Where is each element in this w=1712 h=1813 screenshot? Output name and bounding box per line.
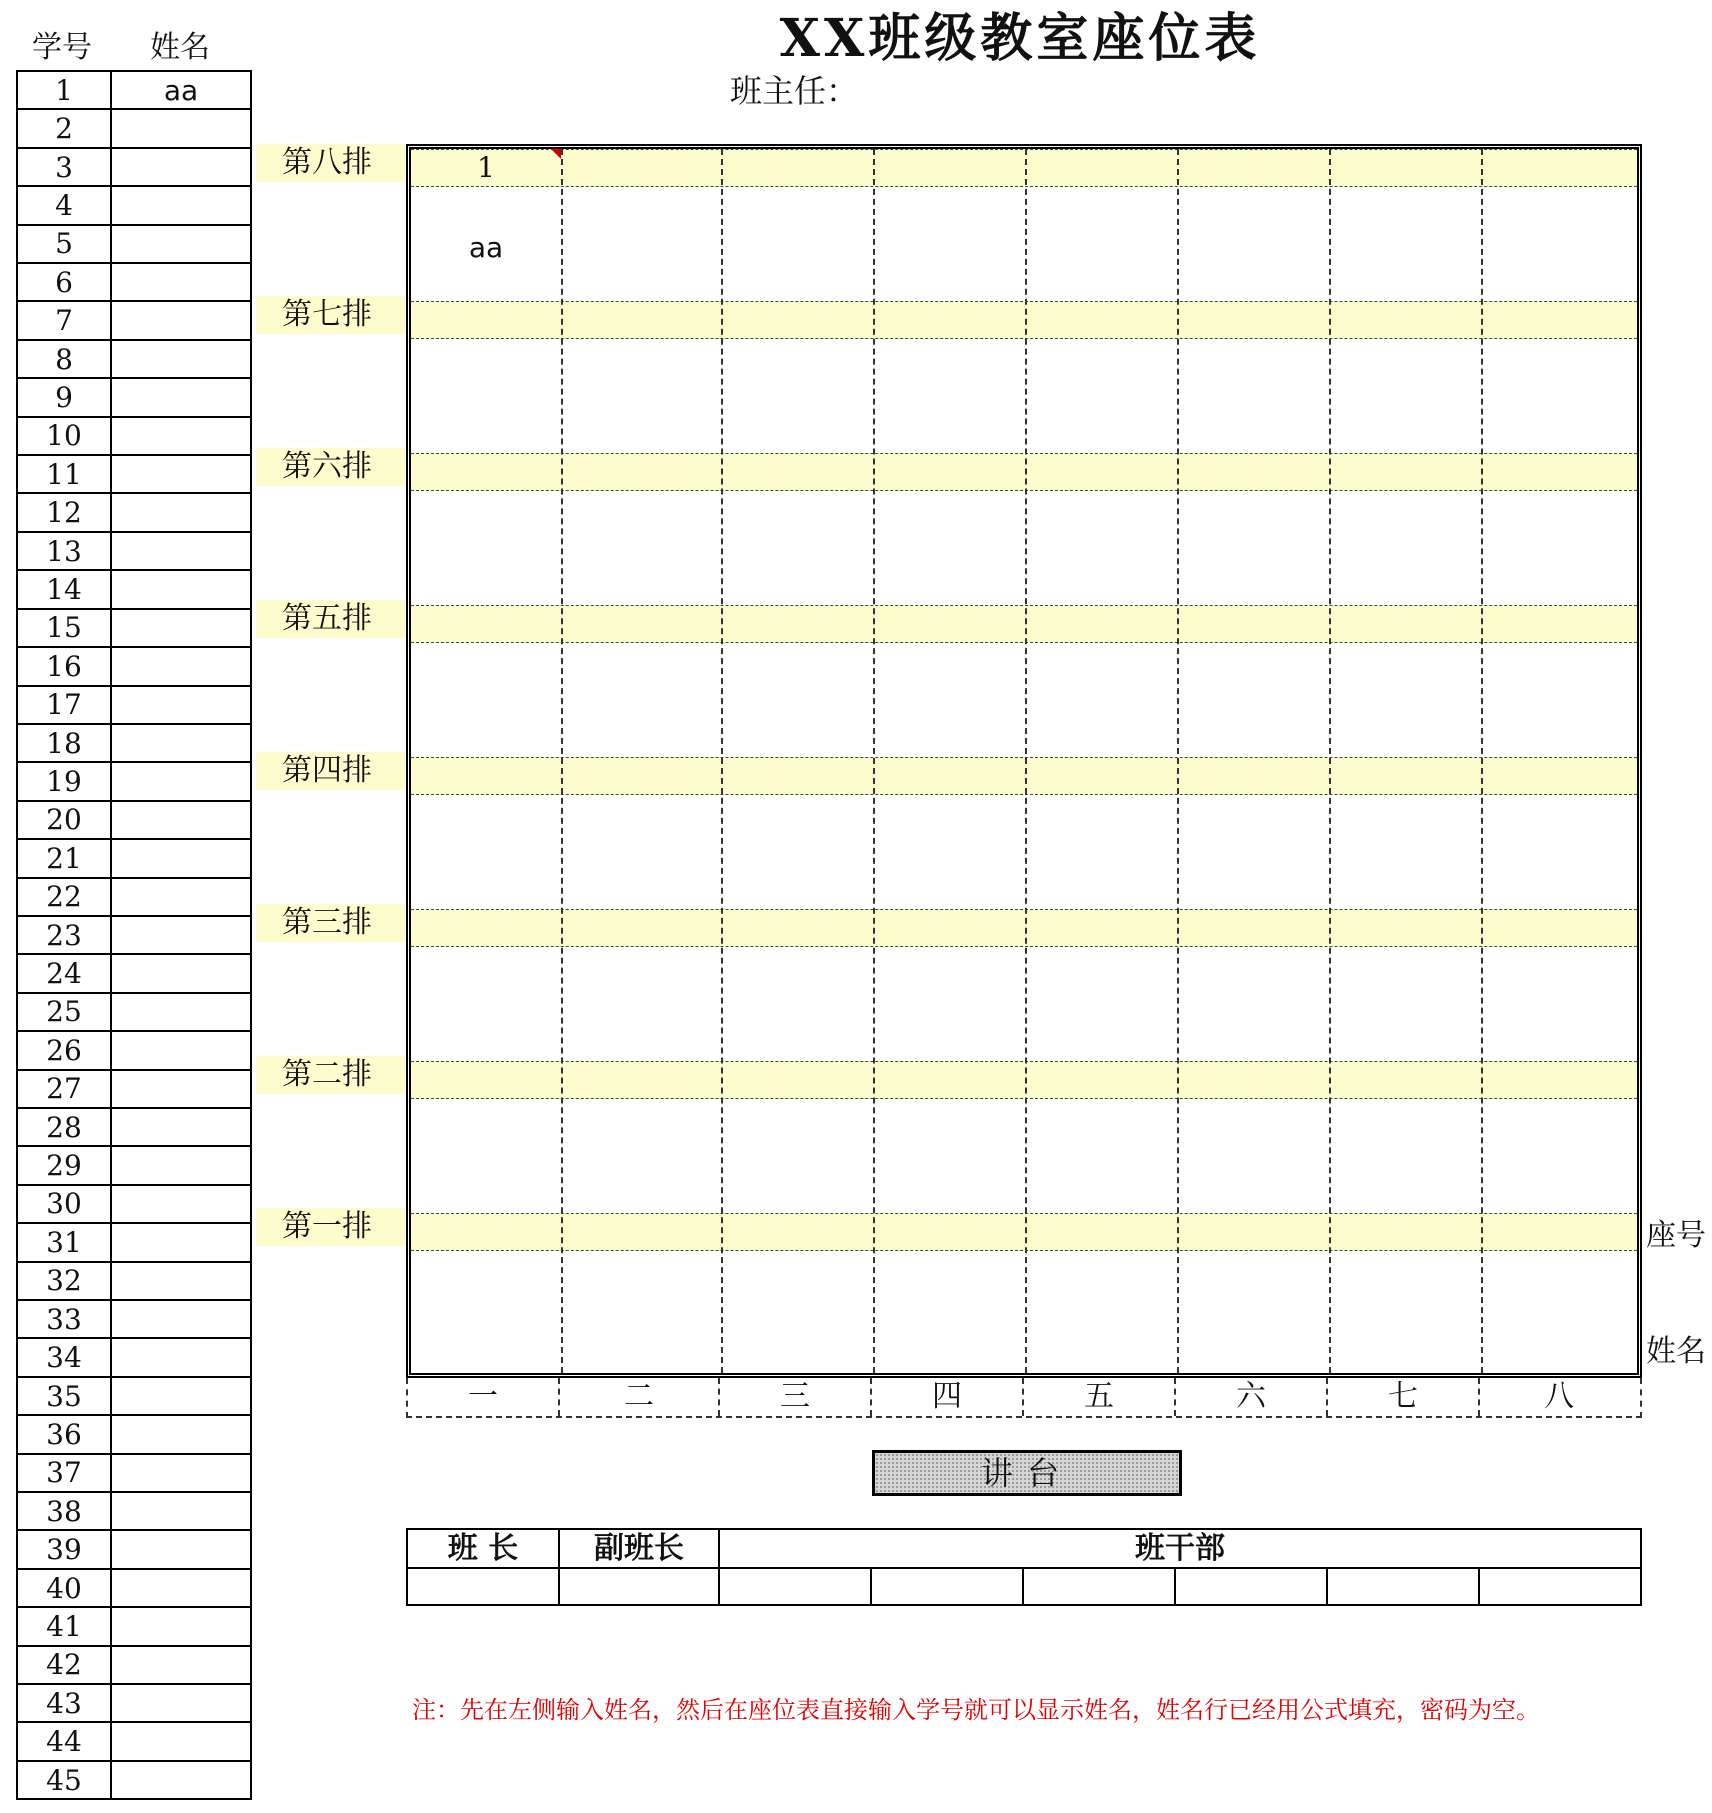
student-name-cell[interactable] bbox=[112, 1416, 250, 1452]
column-divider bbox=[561, 149, 563, 1373]
roster-row[interactable] bbox=[18, 1685, 250, 1723]
student-name-cell[interactable] bbox=[112, 1186, 250, 1222]
roster-header bbox=[16, 26, 252, 70]
roster-row[interactable] bbox=[18, 1071, 250, 1109]
student-id-cell: 14 bbox=[18, 571, 112, 607]
page-title: XX班级教室座位表 bbox=[779, 8, 1261, 69]
student-name-cell[interactable] bbox=[112, 994, 250, 1030]
roster-row[interactable] bbox=[18, 763, 250, 801]
student-id-cell: 41 bbox=[18, 1608, 112, 1644]
roster-row[interactable] bbox=[18, 1608, 250, 1646]
student-id-cell: 3 bbox=[18, 149, 112, 185]
row-label-7: 第七排 bbox=[256, 296, 406, 334]
column-label-8: 八 bbox=[1544, 1379, 1574, 1414]
column-label-2: 二 bbox=[624, 1379, 654, 1414]
roster-table bbox=[16, 70, 252, 1800]
cadre-divider bbox=[558, 1530, 560, 1604]
student-name-cell[interactable] bbox=[112, 1647, 250, 1683]
row-label-1: 第一排 bbox=[256, 1208, 406, 1246]
student-id-cell: 4 bbox=[18, 187, 112, 223]
roster-row[interactable] bbox=[18, 610, 250, 648]
student-id-cell: 44 bbox=[18, 1723, 112, 1759]
student-name-cell[interactable] bbox=[112, 1455, 250, 1491]
student-id-cell: 19 bbox=[18, 763, 112, 799]
student-name-cell[interactable] bbox=[112, 879, 250, 915]
roster-row[interactable] bbox=[18, 379, 250, 417]
column-divider bbox=[873, 149, 875, 1373]
cadre-divider bbox=[870, 1567, 872, 1604]
student-id-cell: 38 bbox=[18, 1493, 112, 1529]
student-name-cell[interactable] bbox=[112, 571, 250, 607]
roster-row[interactable] bbox=[18, 571, 250, 609]
roster-row[interactable] bbox=[18, 994, 250, 1032]
roster-row[interactable] bbox=[18, 110, 250, 148]
student-id-cell: 39 bbox=[18, 1531, 112, 1567]
roster-row[interactable] bbox=[18, 456, 250, 494]
student-name-cell[interactable] bbox=[112, 302, 250, 338]
teacher-label[interactable]: 班主任： bbox=[730, 72, 859, 110]
student-name-cell[interactable] bbox=[112, 341, 250, 377]
column-label-7: 七 bbox=[1388, 1379, 1418, 1414]
seat-number-row[interactable] bbox=[411, 1061, 1637, 1099]
roster-row[interactable] bbox=[18, 341, 250, 379]
cadre-divider bbox=[408, 1567, 1640, 1569]
student-name-cell[interactable] bbox=[112, 264, 250, 300]
student-name-cell[interactable] bbox=[112, 802, 250, 838]
student-id-cell: 20 bbox=[18, 802, 112, 838]
cadre-vice-header: 副班长 bbox=[594, 1531, 684, 1566]
student-name-cell[interactable] bbox=[112, 379, 250, 415]
student-id-cell: 23 bbox=[18, 917, 112, 953]
student-id-cell: 33 bbox=[18, 1301, 112, 1337]
cadre-divider bbox=[1326, 1567, 1328, 1604]
seat-number-row[interactable] bbox=[411, 453, 1637, 491]
student-id-cell: 18 bbox=[18, 725, 112, 761]
student-name-cell[interactable] bbox=[112, 917, 250, 953]
student-id-cell: 10 bbox=[18, 418, 112, 454]
roster-row[interactable] bbox=[18, 1570, 250, 1608]
student-name-cell[interactable] bbox=[112, 687, 250, 723]
cadre-divider bbox=[1022, 1567, 1024, 1604]
student-name-cell[interactable] bbox=[112, 456, 250, 492]
roster-row[interactable] bbox=[18, 1723, 250, 1761]
roster-row[interactable] bbox=[18, 1378, 250, 1416]
student-id-cell: 29 bbox=[18, 1147, 112, 1183]
student-name-cell[interactable] bbox=[112, 1378, 250, 1414]
student-name-cell[interactable]: aa bbox=[163, 73, 199, 107]
column-label-4: 四 bbox=[932, 1379, 962, 1414]
roster-row[interactable] bbox=[18, 1416, 250, 1454]
student-name-cell[interactable] bbox=[112, 610, 250, 646]
student-name-cell[interactable] bbox=[112, 1608, 250, 1644]
seat-number-row[interactable] bbox=[411, 909, 1637, 947]
column-divider bbox=[1177, 149, 1179, 1373]
student-id-cell: 12 bbox=[18, 494, 112, 530]
student-id-cell: 9 bbox=[18, 379, 112, 415]
column-label-6: 六 bbox=[1236, 1379, 1266, 1414]
seating-grid[interactable] bbox=[406, 144, 1642, 1378]
student-name-cell[interactable] bbox=[112, 418, 250, 454]
student-id-cell: 15 bbox=[18, 610, 112, 646]
roster-row[interactable] bbox=[18, 648, 250, 686]
student-name-cell[interactable] bbox=[112, 1071, 250, 1107]
student-id-cell: 22 bbox=[18, 879, 112, 915]
roster-row[interactable] bbox=[18, 1647, 250, 1685]
cadre-monitor-header: 班 长 bbox=[447, 1531, 519, 1566]
student-name-cell[interactable] bbox=[112, 1723, 250, 1759]
student-name-cell[interactable] bbox=[112, 763, 250, 799]
seat-name-cell: aa bbox=[468, 231, 504, 264]
student-id-cell: 27 bbox=[18, 1071, 112, 1107]
column-divider bbox=[721, 149, 723, 1373]
roster-row[interactable] bbox=[18, 149, 250, 187]
roster-row[interactable] bbox=[18, 1224, 250, 1262]
cadre-table bbox=[406, 1528, 1642, 1606]
student-id-cell: 26 bbox=[18, 1032, 112, 1068]
student-name-cell[interactable] bbox=[112, 226, 250, 262]
student-id-cell: 17 bbox=[18, 687, 112, 723]
roster-row[interactable] bbox=[18, 1186, 250, 1224]
roster-row[interactable] bbox=[18, 264, 250, 302]
student-name-cell[interactable] bbox=[112, 110, 250, 146]
student-name-cell[interactable] bbox=[112, 1685, 250, 1721]
student-name-cell[interactable] bbox=[112, 1109, 250, 1145]
column-labels bbox=[406, 1378, 1642, 1418]
student-id-cell: 35 bbox=[18, 1378, 112, 1414]
student-id-cell: 2 bbox=[18, 110, 112, 146]
student-id-cell: 25 bbox=[18, 994, 112, 1030]
seat-number-row[interactable] bbox=[411, 1213, 1637, 1251]
roster-row[interactable] bbox=[18, 1762, 250, 1798]
student-name-cell[interactable] bbox=[112, 494, 250, 530]
student-id-cell: 31 bbox=[18, 1224, 112, 1260]
student-name-cell[interactable] bbox=[112, 1339, 250, 1375]
student-name-cell[interactable] bbox=[112, 1263, 250, 1299]
student-id-cell: 13 bbox=[18, 533, 112, 569]
student-id-cell: 28 bbox=[18, 1109, 112, 1145]
column-divider bbox=[1481, 149, 1483, 1373]
seat-number-row[interactable] bbox=[411, 149, 1637, 187]
seat-number-cell[interactable]: 1 bbox=[477, 151, 495, 184]
cadre-divider bbox=[1478, 1567, 1480, 1604]
roster-row[interactable] bbox=[18, 879, 250, 917]
roster-row[interactable] bbox=[18, 1339, 250, 1377]
column-label-1: 一 bbox=[468, 1379, 498, 1414]
student-name-cell[interactable] bbox=[112, 1032, 250, 1068]
column-divider bbox=[1329, 149, 1331, 1373]
row-label-4: 第四排 bbox=[256, 752, 406, 790]
roster-row[interactable] bbox=[18, 418, 250, 456]
roster-row[interactable] bbox=[18, 72, 250, 110]
roster-row[interactable] bbox=[18, 725, 250, 763]
student-id-cell: 30 bbox=[18, 1186, 112, 1222]
student-name-cell[interactable] bbox=[112, 149, 250, 185]
row-label-2: 第二排 bbox=[256, 1056, 406, 1094]
cadre-divider bbox=[718, 1530, 720, 1604]
student-id-cell: 37 bbox=[18, 1455, 112, 1491]
student-id-cell: 45 bbox=[18, 1762, 112, 1798]
student-name-cell[interactable] bbox=[112, 955, 250, 991]
row-label-3: 第三排 bbox=[256, 904, 406, 942]
roster-row[interactable] bbox=[18, 1455, 250, 1493]
student-id-cell: 5 bbox=[18, 226, 112, 262]
roster-row[interactable] bbox=[18, 840, 250, 878]
roster-header-name: 姓名 bbox=[150, 30, 210, 65]
roster-row[interactable] bbox=[18, 494, 250, 532]
student-name-cell[interactable] bbox=[112, 1493, 250, 1529]
student-id-cell: 1 bbox=[18, 72, 112, 108]
roster-row[interactable] bbox=[18, 917, 250, 955]
roster-row[interactable] bbox=[18, 687, 250, 725]
roster-row[interactable] bbox=[18, 533, 250, 571]
side-label-seat-no: 座号 bbox=[1646, 1218, 1706, 1253]
student-id-cell: 34 bbox=[18, 1339, 112, 1375]
student-id-cell: 24 bbox=[18, 955, 112, 991]
side-label-name: 姓名 bbox=[1646, 1334, 1706, 1369]
roster-row[interactable] bbox=[18, 226, 250, 264]
student-name-cell[interactable] bbox=[112, 1570, 250, 1606]
row-label-5: 第五排 bbox=[256, 600, 406, 638]
roster-row[interactable] bbox=[18, 1531, 250, 1569]
cadre-committee-header: 班干部 bbox=[1135, 1531, 1225, 1566]
student-id-cell: 32 bbox=[18, 1263, 112, 1299]
student-name-cell[interactable] bbox=[112, 1762, 250, 1798]
column-label-3: 三 bbox=[780, 1379, 810, 1414]
student-id-cell: 7 bbox=[18, 302, 112, 338]
student-id-cell: 11 bbox=[18, 456, 112, 492]
roster-row[interactable] bbox=[18, 1263, 250, 1301]
student-name-cell[interactable] bbox=[112, 1301, 250, 1337]
student-name-cell[interactable] bbox=[112, 648, 250, 684]
comment-indicator bbox=[551, 149, 561, 159]
roster-row[interactable] bbox=[18, 1301, 250, 1339]
roster-row[interactable] bbox=[18, 187, 250, 225]
roster-header-id: 学号 bbox=[32, 30, 92, 65]
student-id-cell: 6 bbox=[18, 264, 112, 300]
student-name-cell[interactable] bbox=[112, 1531, 250, 1567]
row-label-6: 第六排 bbox=[256, 448, 406, 486]
roster-row[interactable] bbox=[18, 1493, 250, 1531]
student-id-cell: 36 bbox=[18, 1416, 112, 1452]
roster-row[interactable] bbox=[18, 802, 250, 840]
student-id-cell: 21 bbox=[18, 840, 112, 876]
student-id-cell: 42 bbox=[18, 1647, 112, 1683]
student-id-cell: 16 bbox=[18, 648, 112, 684]
student-name-cell[interactable] bbox=[112, 840, 250, 876]
student-name-cell[interactable] bbox=[112, 1147, 250, 1183]
roster-row[interactable] bbox=[18, 1032, 250, 1070]
podium: 讲台 bbox=[872, 1450, 1182, 1496]
seat-number-row[interactable] bbox=[411, 605, 1637, 643]
student-name-cell[interactable] bbox=[112, 187, 250, 223]
cadre-divider bbox=[1174, 1567, 1176, 1604]
roster-row[interactable] bbox=[18, 1147, 250, 1185]
instruction-note: 注：先在左侧输入姓名，然后在座位表直接输入学号就可以显示姓名，姓名行已经用公式填充，密码为空。 bbox=[412, 1696, 1540, 1724]
seat-number-row[interactable] bbox=[411, 301, 1637, 339]
roster-row[interactable] bbox=[18, 1109, 250, 1147]
student-id-cell: 8 bbox=[18, 341, 112, 377]
student-id-cell: 43 bbox=[18, 1685, 112, 1721]
seat-number-row[interactable] bbox=[411, 757, 1637, 795]
student-name-cell[interactable] bbox=[112, 725, 250, 761]
roster-row[interactable] bbox=[18, 955, 250, 993]
column-divider bbox=[1025, 149, 1027, 1373]
student-id-cell: 40 bbox=[18, 1570, 112, 1606]
roster-row[interactable] bbox=[18, 302, 250, 340]
student-name-cell[interactable] bbox=[112, 533, 250, 569]
student-name-cell[interactable] bbox=[112, 1224, 250, 1260]
column-label-5: 五 bbox=[1084, 1379, 1114, 1414]
row-label-8: 第八排 bbox=[256, 144, 406, 182]
